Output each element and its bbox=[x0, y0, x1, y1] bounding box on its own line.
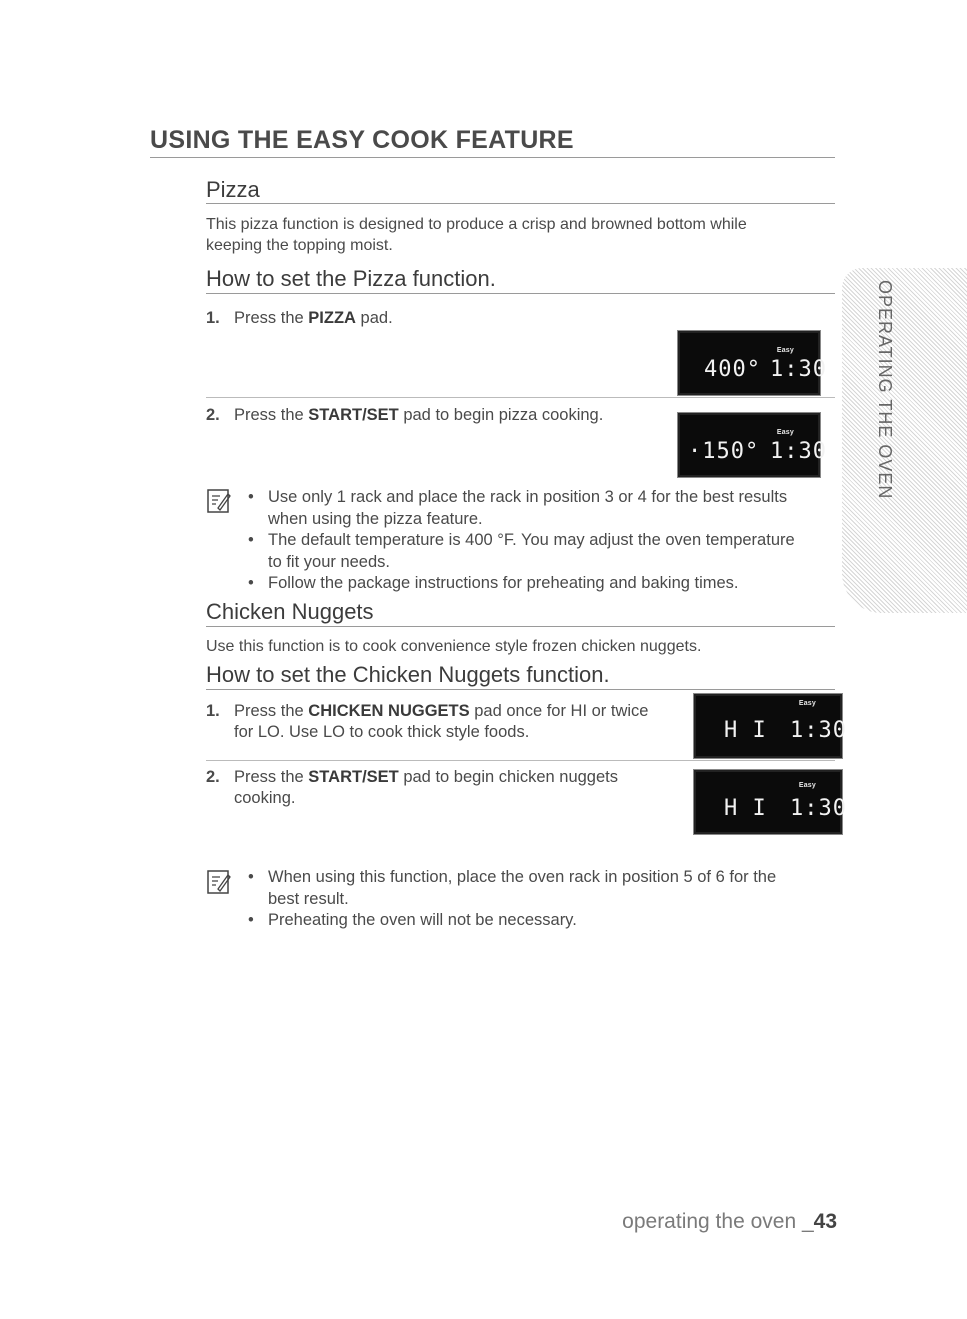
pizza-step-2: 2. Press the START/SET pad to begin pizza cooking. bbox=[206, 406, 604, 424]
nuggets-how-rule bbox=[206, 689, 835, 690]
nuggets-notes bbox=[244, 867, 844, 932]
page-number: 43 bbox=[813, 1210, 837, 1233]
nuggets-intro: Use this function is to cook convenience style frozen chicken nuggets. bbox=[206, 638, 702, 655]
pizza-how-rule bbox=[206, 293, 835, 294]
nuggets-how-heading: How to set the Chicken Nuggets function. bbox=[206, 662, 610, 687]
section-side-tab bbox=[842, 268, 967, 613]
note-icon bbox=[206, 869, 232, 895]
nuggets-note-2: • Preheating the oven will not be necessary. bbox=[244, 910, 844, 932]
nuggets-display-1: Easy H I 1:30 bbox=[693, 693, 843, 759]
pizza-display-2: Easy ·150° 1:30 bbox=[677, 412, 821, 478]
side-tab-label: OPERATING THE OVEN bbox=[875, 280, 895, 500]
page-footer bbox=[622, 1210, 837, 1234]
footer-section-label: operating the oven _ bbox=[622, 1210, 814, 1233]
pizza-note-2: • The default temperature is 400 °F. You may adjust the oven temperature to fit your needs. bbox=[244, 530, 844, 573]
pizza-notes bbox=[244, 487, 844, 595]
pizza-display-1: Easy 400° 1:30 bbox=[677, 330, 821, 396]
nuggets-step-1: 1. Press the CHICKEN NUGGETS pad once for HI or twice for LO. Use LO to cook thick style foods. bbox=[206, 702, 649, 741]
title-rule bbox=[150, 157, 835, 158]
pizza-rule bbox=[206, 203, 835, 204]
note-icon bbox=[206, 488, 232, 514]
pizza-step-1: 1. Press the PIZZA pad. bbox=[206, 309, 393, 327]
nuggets-step-divider bbox=[206, 760, 835, 761]
pizza-note-1: • Use only 1 rack and place the rack in position 3 or 4 for the best results when using the pizza feature. bbox=[244, 487, 844, 530]
nuggets-heading: Chicken Nuggets bbox=[206, 599, 374, 624]
pizza-note-3: • Follow the package instructions for preheating and baking times. bbox=[244, 573, 844, 595]
pizza-step-divider bbox=[206, 397, 835, 398]
pizza-heading: Pizza bbox=[206, 177, 260, 202]
nuggets-display-2: Easy H I 1:30 bbox=[693, 769, 843, 835]
page-title: USING THE EASY COOK FEATURE bbox=[150, 126, 574, 154]
nuggets-rule bbox=[206, 626, 835, 627]
pizza-how-heading: How to set the Pizza function. bbox=[206, 266, 496, 291]
pizza-intro: This pizza function is designed to produce a crisp and browned bottom while keeping the topping moist. bbox=[206, 216, 747, 254]
nuggets-step-2: 2. Press the START/SET pad to begin chicken nuggets cooking. bbox=[206, 768, 618, 807]
nuggets-note-1: • When using this function, place the oven rack in position 5 of 6 for the best result. bbox=[244, 867, 844, 910]
